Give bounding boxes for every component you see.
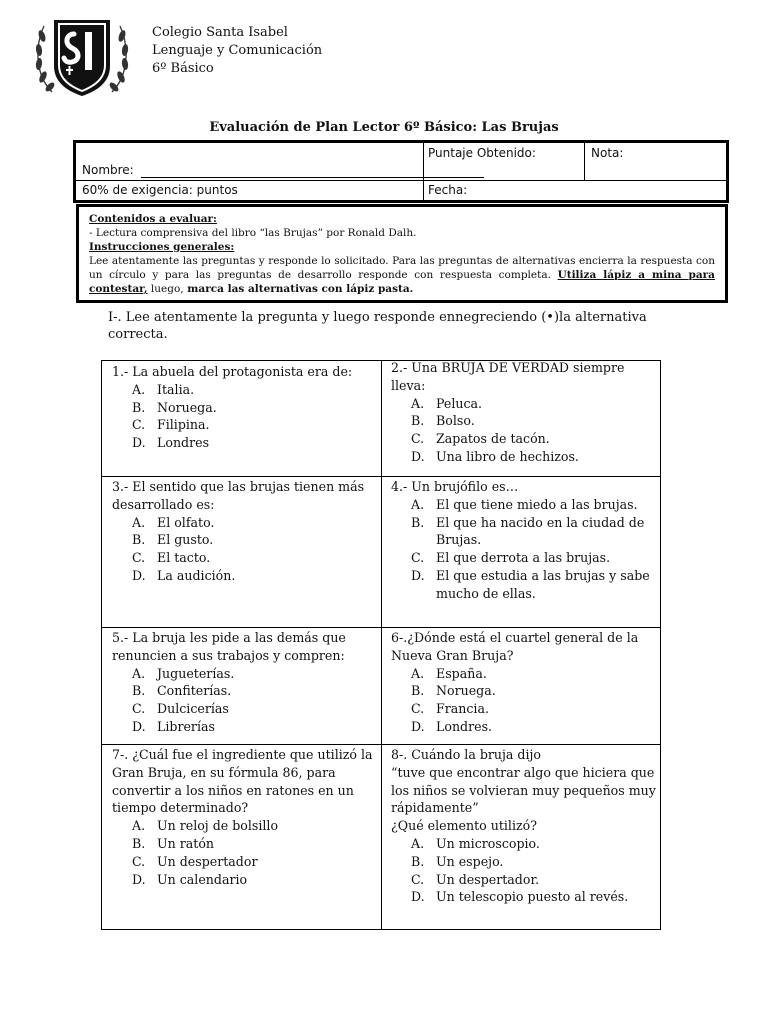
answer-option[interactable] — [411, 395, 659, 413]
option-text: Un despertador. — [436, 871, 540, 887]
option-letter: B. — [411, 683, 425, 699]
option-letter: B. — [411, 413, 425, 429]
answer-option[interactable] — [132, 871, 380, 889]
option-letter: A. — [411, 496, 425, 512]
answer-option[interactable] — [132, 549, 380, 567]
option-letter: B. — [132, 683, 146, 699]
option-letter: D. — [132, 435, 146, 451]
school-logo — [30, 14, 134, 100]
subject: Lenguaje y Comunicación — [152, 43, 323, 58]
option-text: Un microscopio. — [436, 835, 540, 851]
grade-label: Nota: — [591, 146, 624, 160]
option-letter: C. — [411, 550, 425, 566]
question-stem: 5.- La bruja les pide a las demás que renuncien a sus trabajos y compren: — [112, 630, 350, 663]
answer-option[interactable] — [132, 381, 380, 399]
option-letter: A. — [132, 818, 146, 834]
option-letter: C. — [132, 853, 146, 869]
requirement-label: 60% de exigencia: puntos — [82, 183, 238, 197]
answer-option[interactable] — [132, 682, 380, 700]
option-text: El que ha nacido en la ciudad de Brujas. — [436, 514, 645, 548]
option-letter: A. — [132, 381, 146, 397]
answer-option[interactable] — [132, 817, 380, 835]
option-text: Francia. — [436, 701, 489, 717]
instructions-heading: Instrucciones generales: — [89, 241, 235, 253]
question-stem: 1.- La abuela del protagonista era de: — [112, 364, 353, 379]
option-letter: D. — [411, 448, 425, 464]
option-text: Una libro de hechizos. — [436, 448, 579, 464]
grade: 6º Básico — [152, 61, 214, 76]
option-letter: A. — [132, 514, 146, 530]
question-8 — [391, 746, 659, 906]
answer-option[interactable] — [411, 682, 659, 700]
option-letter: C. — [132, 701, 146, 717]
question-stem: 2.- Una BRUJA DE VERDAD siempre lleva: — [391, 360, 629, 393]
option-letter: B. — [411, 514, 425, 530]
option-text: Un ratón — [157, 835, 215, 851]
option-letter: C. — [411, 871, 425, 887]
answer-option[interactable] — [411, 549, 659, 567]
option-letter: B. — [132, 835, 146, 851]
option-letter: B. — [132, 532, 146, 548]
option-text: Londres. — [436, 718, 493, 734]
question-stem: 4.- Un brujófilo es… — [391, 479, 519, 494]
answer-option[interactable] — [411, 871, 659, 889]
contents-heading: Contenidos a evaluar: — [89, 213, 217, 225]
option-text: El que derrota a las brujas. — [436, 550, 611, 566]
question-stem: 8-. Cuándo la bruja dijo “tuve que encontrar algo que hiciera que los niños se volvieran muy pequeños muy rápidamente” ¿Qué elemento utilizó? — [391, 747, 656, 834]
date-label: Fecha: — [428, 183, 468, 197]
answer-option[interactable] — [132, 567, 380, 585]
option-letter: D. — [132, 567, 146, 583]
answer-option[interactable] — [411, 888, 659, 906]
school-name: Colegio Santa Isabel — [152, 25, 288, 40]
option-text: El que estudia a las brujas y sabe mucho de ellas. — [436, 567, 650, 601]
answer-option[interactable] — [411, 514, 659, 550]
option-letter: D. — [411, 567, 425, 583]
answer-option[interactable] — [411, 835, 659, 853]
option-letter: A. — [411, 835, 425, 851]
question-4 — [391, 478, 659, 603]
option-letter: D. — [132, 718, 146, 734]
option-text: Un telescopio puesto al revés. — [436, 889, 629, 905]
option-text: Dulcicerías — [157, 701, 229, 717]
contents-line: - Lectura comprensiva del libro “las Brujas” por Ronald Dalh. — [89, 227, 417, 239]
question-5 — [112, 629, 380, 736]
answer-option[interactable] — [411, 567, 659, 603]
question-6 — [391, 629, 659, 736]
option-letter: D. — [411, 889, 425, 905]
student-info-table — [73, 140, 729, 203]
option-letter: A. — [411, 395, 425, 411]
option-text: Filipina. — [157, 417, 210, 433]
name-label: Nombre: — [82, 163, 134, 177]
option-text: Bolso. — [436, 413, 475, 429]
school-header — [152, 24, 322, 78]
answer-option[interactable] — [132, 416, 380, 434]
answer-option[interactable] — [411, 496, 659, 514]
option-text: Un calendario — [157, 871, 248, 887]
question-stem: 6-.¿Dónde está el cuartel general de la Nueva Gran Bruja? — [391, 630, 643, 663]
option-text: Un espejo. — [436, 853, 504, 869]
question-3 — [112, 478, 380, 585]
question-stem: 3.- El sentido que las brujas tienen más desarrollado es: — [112, 479, 369, 512]
answer-option[interactable] — [132, 531, 380, 549]
answer-option[interactable] — [411, 448, 659, 466]
answer-option[interactable] — [132, 718, 380, 736]
option-text: La audición. — [157, 567, 236, 583]
instructions-box — [76, 204, 728, 303]
answer-option[interactable] — [132, 434, 380, 452]
answer-option[interactable] — [411, 665, 659, 683]
option-text: El olfato. — [157, 514, 215, 530]
option-letter: C. — [132, 550, 146, 566]
option-text: Noruega. — [157, 399, 217, 415]
option-text: Zapatos de tacón. — [436, 431, 550, 447]
option-text: Un despertador — [157, 853, 258, 869]
option-text: El que tiene miedo a las brujas. — [436, 496, 638, 512]
option-text: Italia. — [157, 381, 195, 397]
option-text: Peluca. — [436, 395, 483, 411]
answer-option[interactable] — [411, 412, 659, 430]
option-text: Un reloj de bolsillo — [157, 818, 279, 834]
question-2 — [391, 359, 659, 466]
answer-option[interactable] — [411, 700, 659, 718]
instructions-text: Lee atentamente las preguntas y responde lo solicitado. Para las preguntas de alternativas encierra la respuesta con un círculo y para las preguntas de desarrollo responde con respuesta completa. Utiliza lápiz a mina para contestar, luego, marca las alternativas con lápiz pasta. — [89, 255, 715, 295]
question-1 — [112, 363, 380, 452]
option-letter: C. — [411, 431, 425, 447]
answer-option[interactable] — [132, 835, 380, 853]
answer-option[interactable] — [132, 514, 380, 532]
option-letter: D. — [132, 871, 146, 887]
option-letter: C. — [132, 417, 146, 433]
answer-option[interactable] — [411, 853, 659, 871]
answer-option[interactable] — [411, 430, 659, 448]
option-text: España. — [436, 665, 487, 681]
answer-option[interactable] — [411, 718, 659, 736]
questions-grid — [101, 360, 661, 930]
option-letter: D. — [411, 718, 425, 734]
option-text: Librerías — [157, 718, 215, 734]
option-letter: A. — [132, 665, 146, 681]
answer-option[interactable] — [132, 665, 380, 683]
option-text: Confiterías. — [157, 683, 232, 699]
question-7 — [112, 746, 380, 888]
option-letter: B. — [411, 853, 425, 869]
option-text: Noruega. — [436, 683, 496, 699]
answer-option[interactable] — [132, 399, 380, 417]
name-field[interactable] — [141, 177, 484, 178]
option-letter: B. — [132, 399, 146, 415]
question-stem: 7-. ¿Cuál fue el ingrediente que utilizó la Gran Bruja, en su fórmula 86, para convertir a los niños en ratones en un tiempo determinado? — [112, 747, 377, 816]
section-instruction: I-. Lee atentamente la pregunta y luego responde ennegreciendo (•)la alternativa correcta. — [108, 310, 647, 342]
option-text: El tacto. — [157, 550, 211, 566]
score-label: Puntaje Obtenido: — [428, 146, 536, 160]
option-text: Jugueterías. — [157, 665, 235, 681]
option-letter: A. — [411, 665, 425, 681]
option-letter: C. — [411, 701, 425, 717]
page-title: Evaluación de Plan Lector 6º Básico: Las Brujas — [209, 120, 559, 135]
option-text: Londres — [157, 435, 210, 451]
option-text: El gusto. — [157, 532, 214, 548]
answer-option[interactable] — [132, 853, 380, 871]
answer-option[interactable] — [132, 700, 380, 718]
